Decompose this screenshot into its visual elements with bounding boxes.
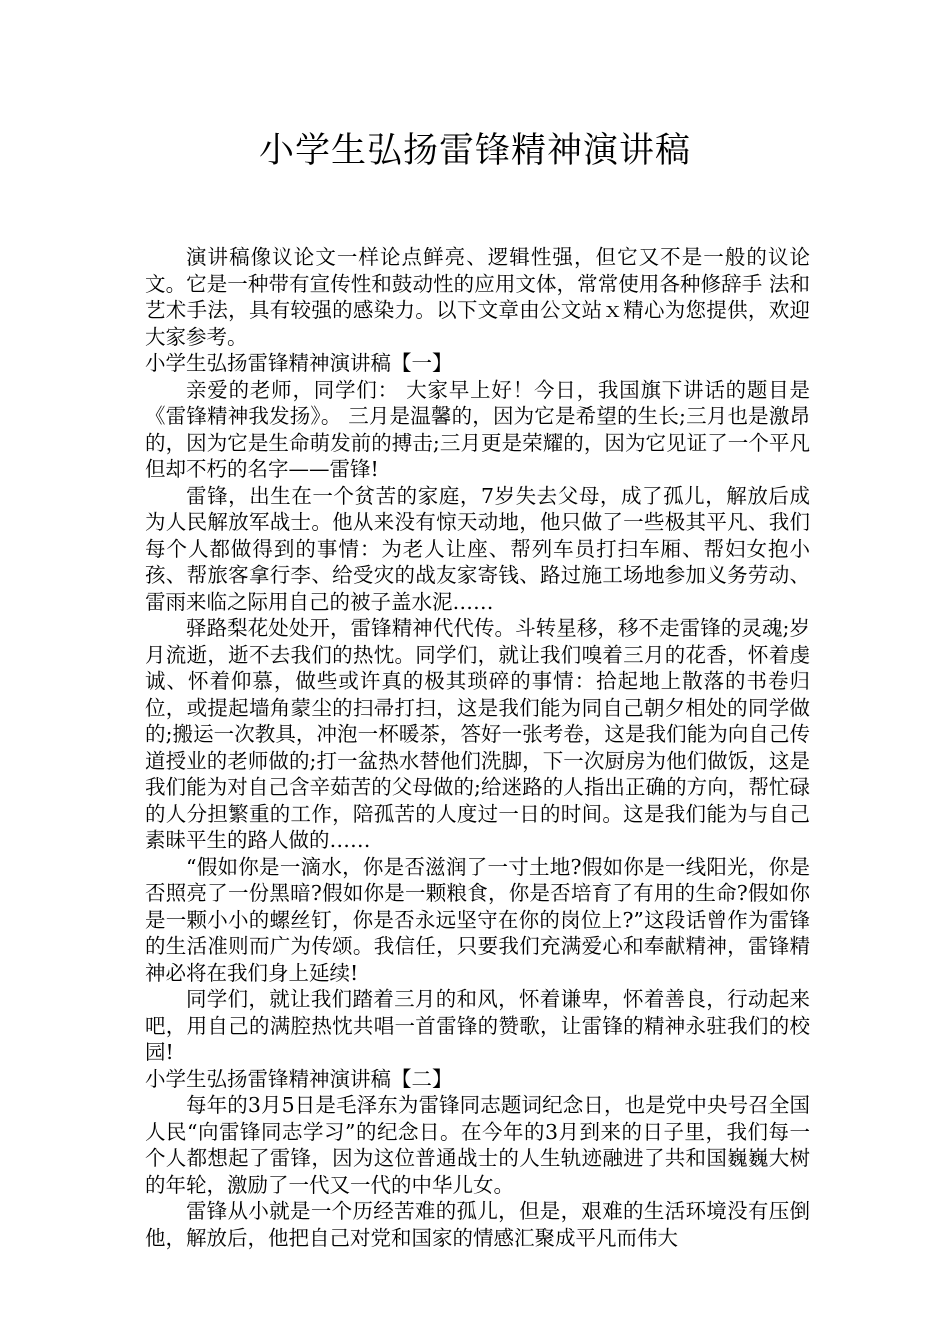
body-paragraph: 雷锋从小就是一个历经苦难的孤儿，但是，艰难的生活环境没有压倒他，解放后，他把自己对党和国家的情感汇聚成平凡而伟大 xyxy=(145,1199,810,1250)
body-paragraph: 驿路梨花处处开，雷锋精神代代传。斗转星移，移不走雷锋的灵魂;岁月流逝，逝不去我们的热忱。同学们，就让我们嗅着三月的花香，怀着虔诚、怀着仰慕，做些或许真的极其琐碎的事情：拾起地上散落的书卷归位，或提起墙角蒙尘的扫帚打扫，这是我们能为同自己朝夕相处的同学做的;搬运一次教具，冲泡一杯暖茶，答好一张考卷，这是我们能为向自己传道授业的老师做的;打一盆热水替他们洗脚，下一次厨房为他们做饭，这是我们能为对自己含辛茹苦的父母做的;给迷路的人指出正确的方向，帮忙碌的人分担繁重的工作，陪孤苦的人度过一日的时间。这是我们能为与自己素昧平生的路人做的…… xyxy=(145,616,810,852)
section-heading-1: 小学生弘扬雷锋精神演讲稿【一】 xyxy=(145,351,453,375)
document-title: 小学生弘扬雷锋精神演讲稿 xyxy=(258,131,691,171)
body-paragraph: 雷锋，出生在一个贫苦的家庭，7岁失去父母，成了孤儿，解放后成为人民解放军战士。他从来没有惊天动地，他只做了一些极其平凡、我们每个人都做得到的事情：为老人让座、帮列车员打扫车厢、帮妇女抱小孩、帮旅客拿行李、给受灾的战友家寄钱、路过施工场地参加义务劳动、雷雨来临之际用自己的被子盖水泥…… xyxy=(145,483,810,614)
intro-paragraph: 演讲稿像议论文一样论点鲜亮、逻辑性强，但它又不是一般的议论文。它是一种带有宣传性和鼓动性的应用文体，常常使用各种修辞手 法和艺术手法，具有较强的感染力。以下文章由公文站ｘ精心为您提供，欢迎大家参考。 xyxy=(145,245,810,349)
body-paragraph: 亲爱的老师，同学们： 大家早上好！今日，我国旗下讲话的题目是《雷锋精神我发扬》。 三月是温馨的，因为它是希望的生长;三月也是激昂的，因为它是生命萌发前的搏击;三月更是荣耀的，因为它见证了一个平凡但却不朽的名字——雷锋! xyxy=(145,377,810,481)
body-paragraph: 每年的3月5日是毛泽东为雷锋同志题词纪念日，也是党中央号召全国人民“向雷锋同志学习”的纪念日。在今年的3月到来的日子里，我们每一个人都想起了雷锋，因为这位普通战士的人生轨迹融进了共和国巍巍大树的年轮，激励了一代又一代的中华儿女。 xyxy=(145,1093,810,1197)
quote-paragraph: “假如你是一滴水，你是否滋润了一寸土地?假如你是一线阳光，你是否照亮了一份黑暗?假如你是一颗粮食，你是否培育了有用的生命?假如你是一颗小小的螺丝钉，你是否永远坚守在你的岗位上?”这段话曾作为雷锋的生活准则而广为传颂。我信任，只要我们充满爱心和奉献精神，雷锋精神必将在我们身上延续! xyxy=(145,854,810,985)
section-heading-2: 小学生弘扬雷锋精神演讲稿【二】 xyxy=(145,1066,453,1091)
document-body xyxy=(145,244,810,1251)
body-paragraph: 同学们，就让我们踏着三月的和风，怀着谦卑，怀着善良，行动起来吧，用自己的满腔热忱共唱一首雷锋的赞歌，让雷锋的精神永驻我们的校园! xyxy=(145,987,810,1064)
